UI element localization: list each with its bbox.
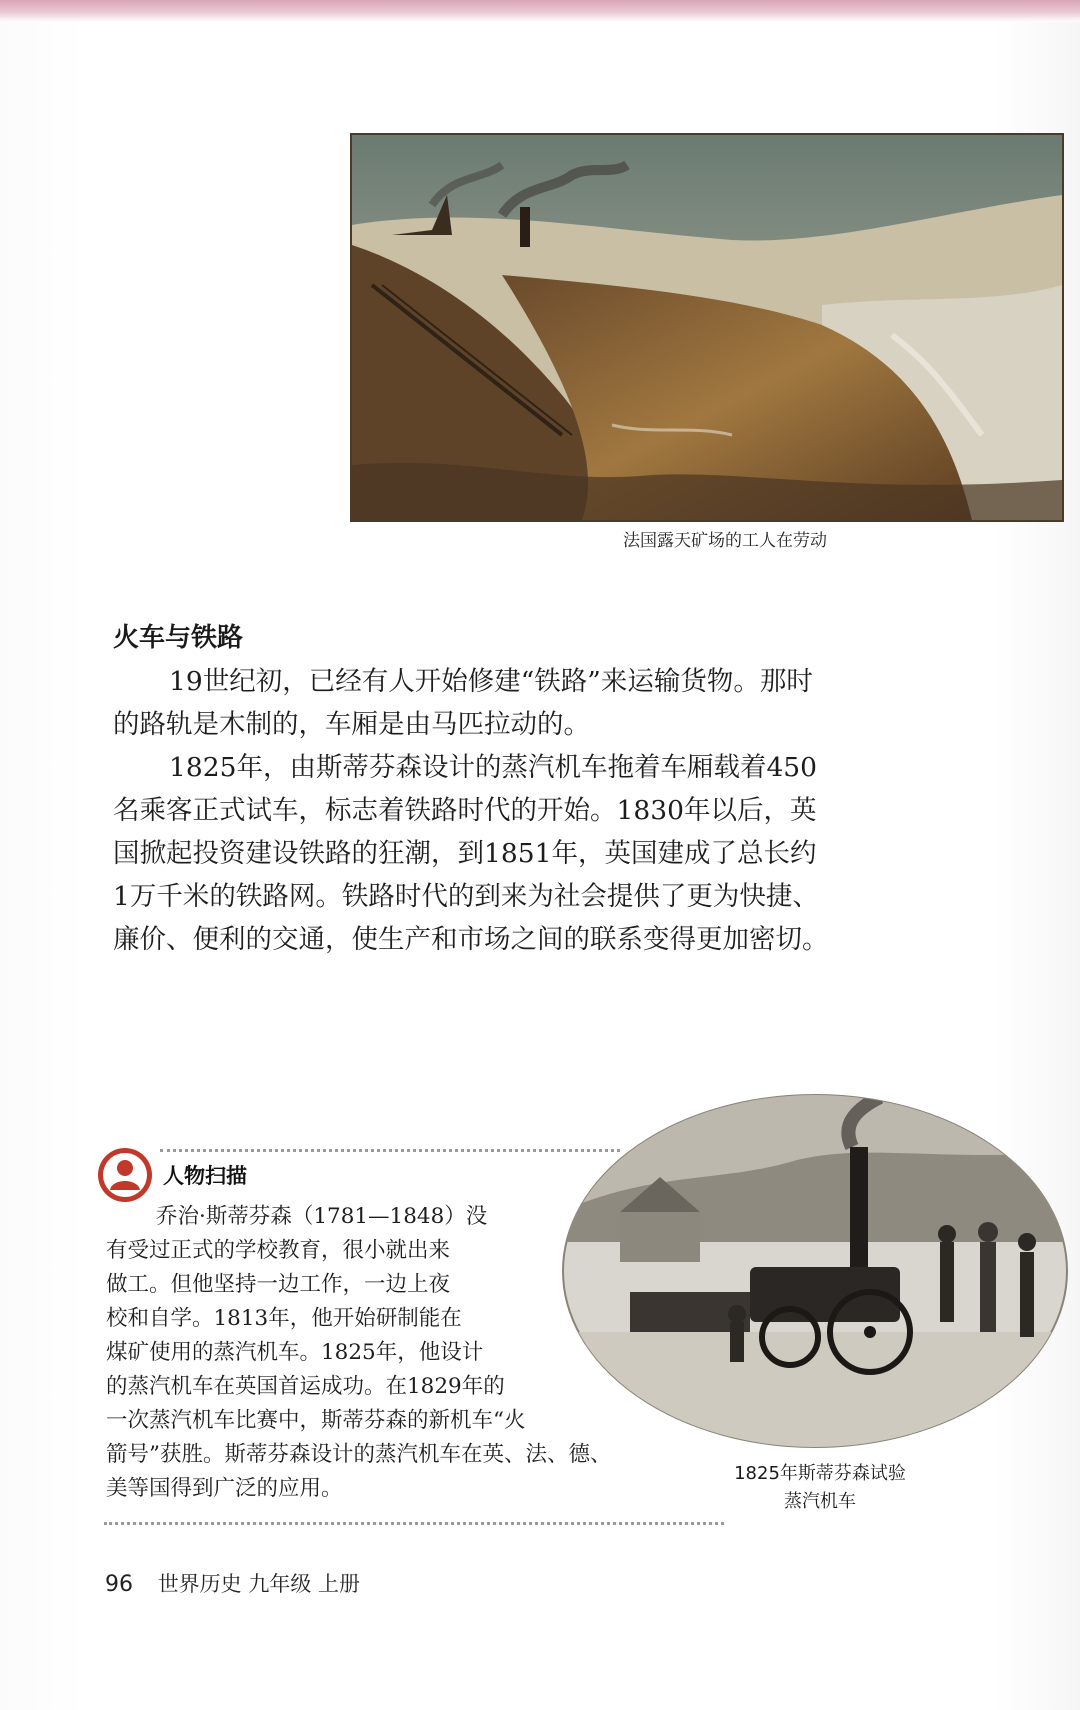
profile-line: 一次蒸汽机车比赛中，斯蒂芬森的新机车“火 bbox=[106, 1408, 526, 1433]
profile-line: 有受过正式的学校教育，很小就出来 bbox=[106, 1238, 451, 1263]
profile-line: 乔治·斯蒂芬森（1781—1848）没 bbox=[156, 1204, 488, 1229]
steam-locomotive-engraving bbox=[560, 1092, 1070, 1450]
section-title: 火车与铁路 bbox=[113, 623, 244, 653]
profile-line: 煤矿使用的蒸汽机车。1825年，他设计 bbox=[106, 1340, 484, 1365]
profile-line: 做工。但他坚持一边工作，一边上夜 bbox=[106, 1272, 451, 1297]
open-pit-mine-painting bbox=[350, 133, 1064, 522]
profile-title: 人物扫描 bbox=[163, 1164, 247, 1188]
locomotive-caption bbox=[700, 1460, 940, 1516]
top-color-strip bbox=[0, 0, 1080, 22]
profile-line: 美等国得到广泛的应用。 bbox=[106, 1476, 343, 1501]
section-body bbox=[113, 660, 833, 961]
caption-line: 1825年斯蒂芬森试验 bbox=[734, 1463, 906, 1484]
profile-line: 的蒸汽机车在英国首运成功。在1829年的 bbox=[106, 1374, 505, 1399]
dotted-divider bbox=[104, 1522, 724, 1525]
profile-line: 校和自学。1813年，他开始研制能在 bbox=[106, 1306, 462, 1331]
profile-line: 箭号”获胜。斯蒂芬森设计的蒸汽机车在英、法、德、 bbox=[106, 1442, 612, 1467]
paragraph: 19世纪初，已经有人开始修建“铁路”来运输货物。那时的路轨是木制的，车厢是由马匹拉动的。 bbox=[113, 666, 813, 740]
person-icon bbox=[96, 1146, 154, 1204]
dotted-divider bbox=[160, 1149, 620, 1152]
book-title: 世界历史 九年级 上册 bbox=[157, 1572, 361, 1596]
mine-photo-caption: 法国露天矿场的工人在劳动 bbox=[623, 531, 827, 551]
page-number: 96 bbox=[105, 1572, 133, 1597]
page-footer bbox=[105, 1568, 360, 1598]
paragraph: 1825年，由斯蒂芬森设计的蒸汽机车拖着车厢载着450名乘客正式试车，标志着铁路时代的开始。1830年以后，英国掀起投资建设铁路的狂潮，到1851年，英国建成了总长约1万千米的铁路网。铁路时代的到来为社会提供了更为快捷、廉价、便利的交通，使生产和市场之间的联系变得更加密切。 bbox=[113, 752, 829, 955]
caption-line: 蒸汽机车 bbox=[784, 1491, 856, 1512]
